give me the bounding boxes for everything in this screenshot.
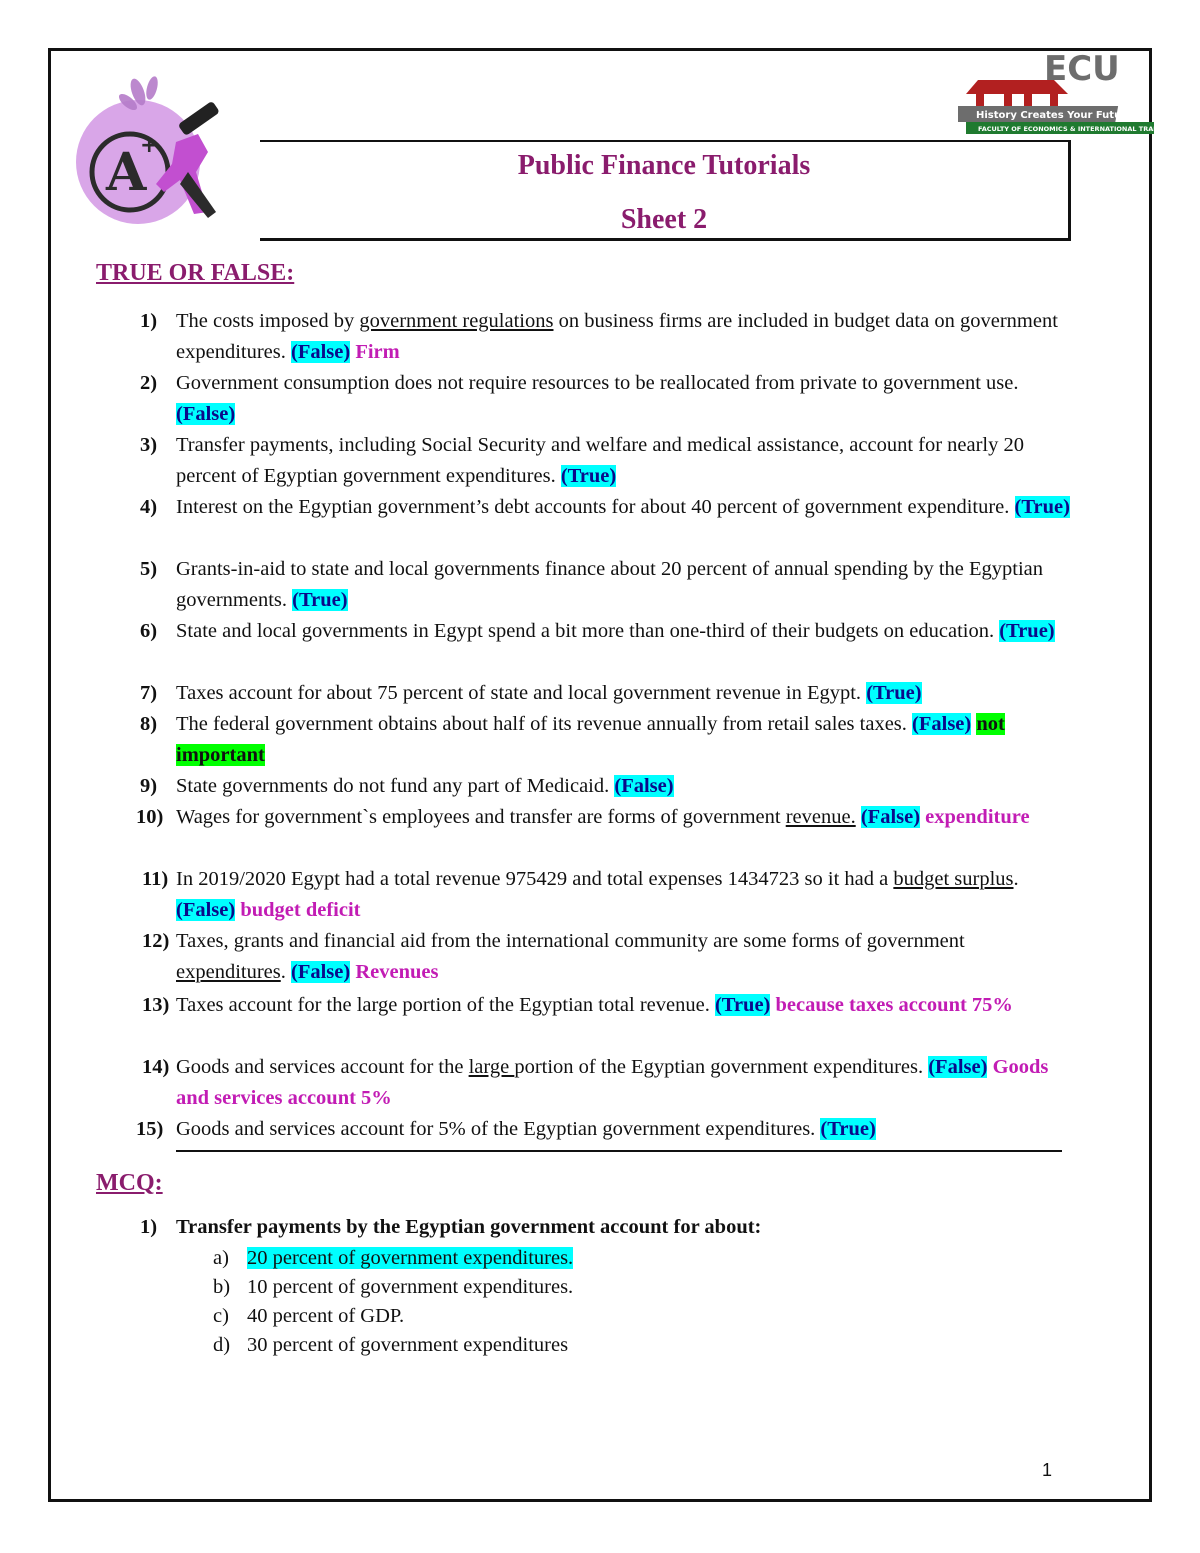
tf-item-9: 9) State governments do not fund any part of Medicaid. (False): [140, 775, 674, 797]
tf-item-6: 6) State and local governments in Egypt spend a bit more than one-third of their budgets on education. (True): [140, 620, 1055, 642]
true-false-heading: TRUE OR FALSE:: [96, 260, 295, 286]
answer-badge: (True): [292, 589, 348, 611]
tf-item-10: 10) Wages for government`s employees and transfer are forms of government revenue. (False) expenditure: [136, 806, 1030, 828]
ecu-university-logo: [958, 50, 1154, 136]
answer-badge: (False): [176, 403, 236, 425]
tf-item-14: 14) Goods and services account for the large portion of the Egyptian government expenditures. (False) Goods and services account 5%: [142, 1056, 1049, 1109]
answer-badge: (True): [560, 465, 617, 487]
svg-text:ECU: ECU: [1044, 50, 1120, 89]
answer-badge: (False): [912, 713, 972, 735]
mcq-option-b: b) 10 percent of government expenditures.: [213, 1276, 574, 1298]
page-title: Public Finance Tutorials: [517, 150, 811, 181]
tf-item-8: 8) The federal government obtains about half of its revenue annually from retail sales taxes. (False) not important: [140, 713, 1005, 766]
title-box: [260, 140, 1071, 241]
answer-badge: (False): [291, 961, 351, 983]
tf-item-4: 4) Interest on the Egyptian government’s debt accounts for about 40 percent of government expenditure. (True): [140, 496, 1070, 518]
tf-item-15: 15) Goods and services account for 5% of the Egyptian government expenditures. (True): [136, 1118, 876, 1140]
sheet-number: Sheet 2: [620, 204, 708, 235]
section-divider: [176, 1150, 1062, 1152]
tf-item-2: 2) Government consumption does not require resources to be reallocated from private to government use. (False): [140, 372, 1019, 425]
mcq-option-c: c) 40 percent of GDP.: [213, 1305, 405, 1327]
svg-text:+: +: [140, 133, 159, 158]
mcq-question-1: 1) Transfer payments by the Egyptian government account for about:: [140, 1216, 762, 1238]
mcq-heading: MCQ:: [96, 1170, 163, 1196]
answer-badge: (True): [866, 682, 922, 704]
page-number: 1: [1042, 1460, 1053, 1480]
tf-item-1: 1) The costs imposed by government regulations on business firms are included in budget data on government expenditures. (False) Firm: [140, 310, 1058, 363]
answer-badge: (True): [820, 1118, 876, 1140]
answer-badge: (True): [1014, 496, 1070, 518]
tf-item-7: 7) Taxes account for about 75 percent of state and local government revenue in Egypt. (True): [140, 682, 922, 704]
svg-text:A: A: [106, 142, 147, 203]
green-note: not important: [176, 713, 1005, 766]
tf-item-12: 12) Taxes, grants and financial aid from the international community are some forms of government expenditures. (False) Revenues: [142, 930, 965, 983]
answer-badge: (False): [176, 899, 236, 921]
svg-text:History Creates Your Future: History Creates Your Future: [976, 110, 1133, 121]
a-plus-student-logo: [68, 72, 233, 232]
tf-item-11: 11) In 2019/2020 Egypt had a total revenue 975429 and total expenses 1434723 so it had a budget surplus. (False) budget deficit: [142, 868, 1019, 921]
svg-text:FACULTY OF ECONOMICS & INTERNA: FACULTY OF ECONOMICS & INTERNATIONAL TRADE: [978, 125, 1154, 133]
tf-item-5: 5) Grants-in-aid to state and local governments finance about 20 percent of annual spending by the Egyptian governments. (True): [140, 558, 1043, 611]
tf-item-3: 3) Transfer payments, including Social Security and welfare and medical assistance, account for nearly 20 percent of Egyptian government expenditures. (True): [140, 434, 1025, 487]
mcq-option-d: d) 30 percent of government expenditures: [213, 1334, 569, 1356]
answer-badge: (False): [614, 775, 674, 797]
answer-badge: (False): [860, 806, 921, 828]
answer-badge: (True): [999, 620, 1055, 642]
answer-badge: (True): [714, 994, 771, 1016]
answer-badge: (False): [928, 1056, 988, 1078]
tf-item-13: 13) Taxes account for the large portion of the Egyptian total revenue. (True) because taxes account 75%: [142, 994, 1013, 1016]
answer-badge: (False): [291, 341, 351, 363]
mcq-option-a: a) 20 percent of government expenditures.: [213, 1247, 574, 1269]
